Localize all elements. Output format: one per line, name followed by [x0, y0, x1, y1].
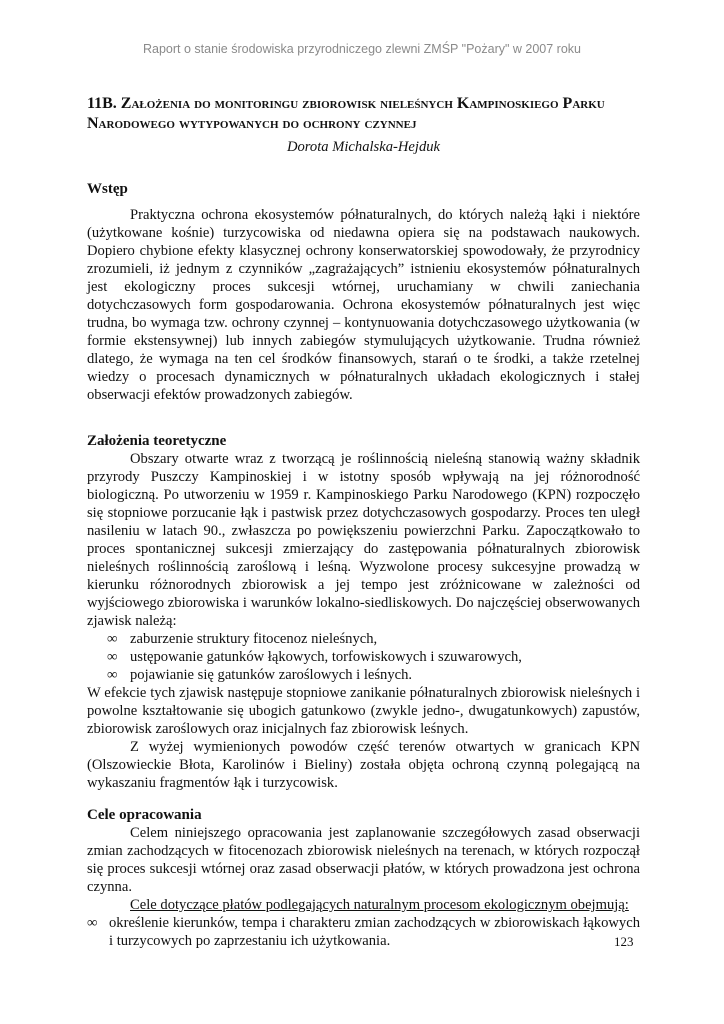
section-heading-wstep: Wstęp	[87, 181, 128, 197]
infinity-bullet-icon: ∞	[107, 667, 118, 683]
list-item: ∞ ustępowanie gatunków łąkowych, torfowiskowych i szuwarowych,	[107, 649, 522, 665]
paragraph-cele-1: Celem niniejszego opracowania jest zaplanowanie szczegółowych zasad obserwacji zmian zachodzących w fitocenozach zbiorowisk nieleśnych na terenach, w których rozpoczął się proces sukcesji wtórnej oraz zasad obserwacji płatów, w których prowadzona jest ochrona czynna.	[87, 825, 640, 895]
paragraph-wstep: Praktyczna ochrona ekosystemów półnaturalnych, do których należą łąki i niektóre (użytkowane kośnie) turzycowiska od niedawna opiera się na podstawach naukowych. Dopiero chybione efekty klasycznej ochrony konserwatorskiej spowodowały, że przyrodnicy zrozumieli, iż jednym z czynników „zagrażających” istnieniu ekosystemów półnaturalnych jest ekologiczny proces sukcesji wtórnej, uruchamiany w chwili zaniechania dotychczasowych form gospodarowania. Ochrona ekosystemów półnaturalnych jest więc trudna, bo wymaga tzw. ochrony czynnej – kontynuowania dotychczasowego użytkowania (w formie ekstensywnej) lub innych zabiegów stymulujących użytkowanie. Trudna również dlatego, że wymaga na ten cel środków finansowych, starań o te środki, a także rzetelnej wiedzy o procesach dynamicznych w półnaturalnych układach ekologicznych i stałej obserwacji efektów prowadzonych zabiegów.	[87, 207, 640, 403]
paragraph-zalozenia-2: W efekcie tych zjawisk następuje stopniowe zanikanie półnaturalnych zbiorowisk nieleśnych i powolne kształtowanie się ubogich gatunkowo (zwykle jedno-, dwugatunkowych) zapustów, zbiorowisk zaroślowych oraz inicjalnych faz zbiorowisk leśnych.	[87, 685, 640, 737]
underlined-text: Cele dotyczące płatów podlegających naturalnym procesom ekologicznym obejmują:	[130, 897, 629, 913]
section-heading-zalozenia: Założenia teoretyczne	[87, 433, 227, 449]
phenomena-list	[87, 630, 640, 684]
running-header: Raport o stanie środowiska przyrodniczego zlewni ZMŚP "Pożary" w 2007 roku	[142, 42, 581, 56]
infinity-bullet-icon: ∞	[107, 649, 118, 665]
paragraph-cele-2	[87, 896, 640, 914]
page-number: 123	[614, 934, 634, 949]
infinity-bullet-icon: ∞	[107, 631, 118, 647]
section-heading-cele: Cele opracowania	[87, 807, 202, 823]
goals-list	[87, 914, 640, 950]
infinity-bullet-icon: ∞	[87, 915, 98, 931]
chapter-title-line-1: 11B. Założenia do monitoringu zbiorowisk nieleśnych Kampinoskiego Parku	[87, 95, 605, 112]
list-item: ∞ zaburzenie struktury fitocenoz nieleśnych,	[107, 631, 378, 647]
chapter-title	[87, 94, 640, 134]
author: Dorota Michalska-Hejduk	[286, 139, 441, 155]
paragraph-zalozenia-3: Z wyżej wymienionych powodów część terenów otwartych w granicach KPN (Olszowieckie Błota, Karolinów i Bieliny) została objęta ochroną czynną polegającą na wykaszaniu fragmentów łąk i turzycowisk.	[87, 739, 640, 791]
paragraph-zalozenia-1: Obszary otwarte wraz z tworzącą je roślinnością nieleśną stanowią ważny składnik przyrody Puszczy Kampinoskiej i w istotny sposób wpływają na jej różnorodność biologiczną. Po utworzeniu w 1959 r. Kampinoskiego Parku Narodowego (KPN) rozpoczęło się stopniowe porzucanie łąk i pastwisk przez dotychczasowych gospodarzy. Proces ten uległ nasileniu w latach 90., zwłaszcza po powiększeniu powierzchni Parku. Zapoczątkowało to proces spontanicznej sukcesji zmierzający do zastępowania półnaturalnych zbiorowisk nieleśnych roślinnością zaroślową i leśną. Wyzwolone procesy sukcesyjne prowadzą w kierunku różnorodnych zbiorowisk a jej tempo jest zróżnicowane w zależności od wyjściowego zbiorowiska i warunków lokalno-siedliskowych. Do najczęściej obserwowanych zjawisk należą:	[87, 451, 640, 629]
chapter-title-line-2: Narodowego wytypowanych do ochrony czynnej	[87, 115, 417, 132]
list-item: ∞ pojawianie się gatunków zaroślowych i leśnych.	[107, 667, 413, 683]
page-content	[87, 94, 640, 950]
list-item: ∞ określenie kierunków, tempa i charakteru zmian zachodzących w zbiorowiskach łąkowych i turzycowych po zaprzestaniu ich użytkowania.	[87, 915, 640, 949]
